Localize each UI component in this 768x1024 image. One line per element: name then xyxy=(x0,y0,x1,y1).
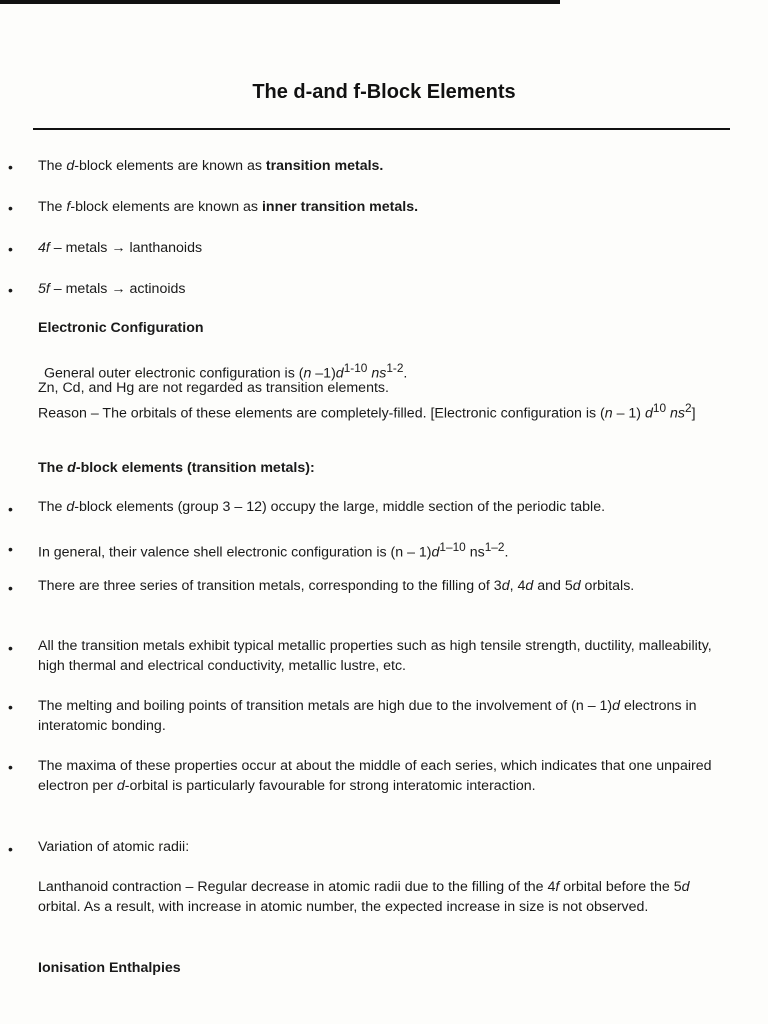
reason-paragraph: Reason – The orbitals of these elements are completely-filled. [Electronic configuration is (n – 1) $d^{10}$ $ns^2$] xyxy=(38,401,696,422)
section-heading-d-block: The d-block elements (transition metals): xyxy=(38,460,315,476)
lanthanoid-contraction-paragraph: Lanthanoid contraction – Regular decrease in atomic radii due to the filling of the 4f orbital before the 5d orbital. As a result, with increase in atomic number, the expected increase in size is not observed. xyxy=(38,879,690,915)
bullet-icon xyxy=(8,839,13,859)
intro-bullet-d-block: The d-block elements are known as transition metals. xyxy=(38,158,384,174)
bullet-icon xyxy=(8,157,13,177)
bullet-icon xyxy=(8,578,13,598)
page-title: The d-and f-Block Elements xyxy=(252,81,516,103)
bullet-icon xyxy=(8,757,13,777)
bullet-icon xyxy=(8,638,13,658)
zn-cd-hg-note: Zn, Cd, and Hg are not regarded as transition elements. xyxy=(38,380,389,396)
section-heading-ionisation-enthalpies: Ionisation Enthalpies xyxy=(38,960,181,976)
intro-bullet-5f: 5f – metals → actinoids xyxy=(38,281,186,297)
d-block-bullet-metallic-properties: All the transition metals exhibit typical metallic properties such as high tensile strength, ductility, malleability, high thermal and electrical conductivity, metallic lustre, etc. xyxy=(38,638,712,674)
d-block-bullet-melting-points: The melting and boiling points of transition metals are high due to the involvement of (n – 1)d electrons in interatomic bonding. xyxy=(38,698,697,734)
intro-bullet-4f: 4f – metals → lanthanoids xyxy=(38,240,203,256)
intro-bullet-f-block: The f-block elements are known as inner transition metals. xyxy=(38,199,419,215)
bullet-icon xyxy=(8,198,13,218)
bullet-icon xyxy=(8,280,13,300)
d-block-bullet-maxima: The maxima of these properties occur at about the middle of each series, which indicates that one unpaired electron per d-orbital is particularly favourable for strong interatomic interaction. xyxy=(38,758,712,794)
d-block-bullet-valence: In general, their valence shell electronic configuration is $(n - 1)d^{1-10}$ $ns^{1-2}$. xyxy=(38,540,509,561)
d-block-bullet-groups: The d-block elements (group 3 – 12) occupy the large, middle section of the periodic table. xyxy=(38,499,606,515)
bullet-icon xyxy=(8,239,13,259)
bullet-icon xyxy=(8,539,13,559)
d-block-bullet-atomic-radii: Variation of atomic radii: xyxy=(38,839,190,855)
top-border-line xyxy=(0,0,560,4)
bullet-icon xyxy=(8,697,13,717)
general-configuration-line: General outer electronic configuration is (n $-1)d^{1-10}$ $ns^{1-2}$. xyxy=(44,361,408,382)
d-block-bullet-series: There are three series of transition metals, corresponding to the filling of 3d, 4d and 5d orbitals. xyxy=(38,578,635,594)
bullet-icon xyxy=(8,499,13,519)
section-heading-electronic-configuration: Electronic Configuration xyxy=(38,320,204,336)
title-divider xyxy=(33,128,730,130)
